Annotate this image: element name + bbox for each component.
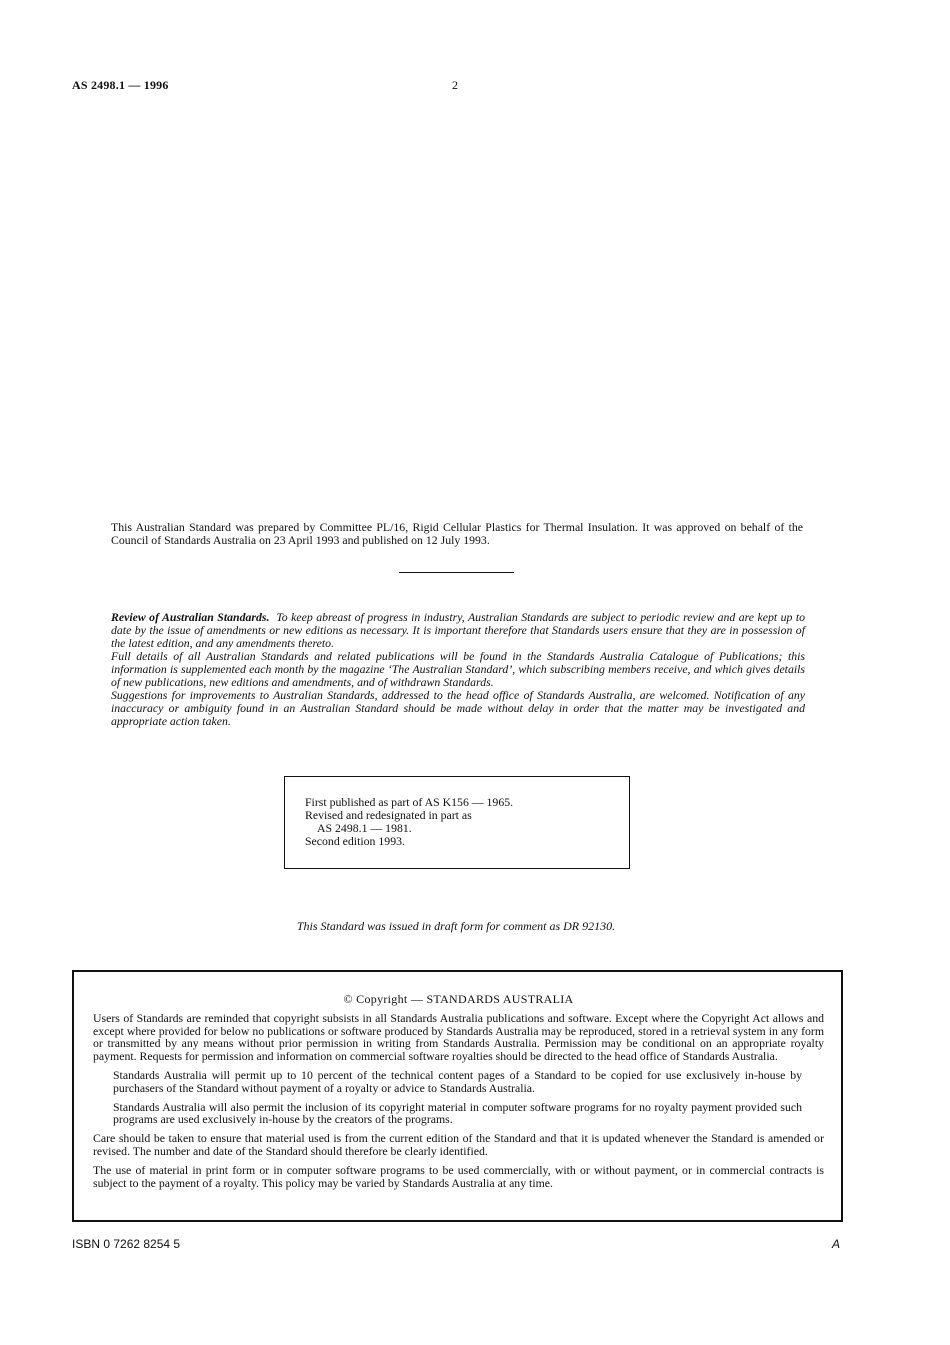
copyright-paragraph: Standards Australia will permit up to 10 percent of the technical content pages of a Standard to be copied for use exclusively in-house by purchasers of the Standard without payment of a royalty or advice to Standards Australia. [113, 1067, 802, 1095]
copyright-paragraph: Care should be taken to ensure that material used is from the current edition of the Standard and that it is updated whenever the Standard is amended or revised. The number and date of the Standard should therefore be clearly identified. [93, 1131, 824, 1158]
publication-line: First published as part of AS K156 — 1965. [305, 795, 514, 809]
page-number: 2 [452, 78, 458, 92]
publication-line: Revised and redesignated in part as [305, 808, 472, 822]
copyright-title: © Copyright — STANDARDS AUSTRALIA [343, 992, 574, 1006]
copyright-paragraph: The use of material in print form or in computer software programs to be used commercially, with or without payment, or in commercial contracts is subject to the payment of a royalty. This policy may be varied by Standards Australia at any time. [93, 1162, 824, 1190]
isbn: ISBN 0 7262 8254 5 [72, 1237, 181, 1251]
review-paragraph-2: Full details of all Australian Standards and related publications will be found in the Standards Australia Catalogue of Publications; this information is supplemented each month by the magazine ‘The Australian Standard’, which subscribing members receive, and which gives details of new publications, new editions and amendments, and of withdrawn Standards. [111, 649, 805, 689]
copyright-box [72, 970, 843, 1222]
publication-line: AS 2498.1 — 1981. [317, 821, 412, 835]
edition-letter: A [832, 1237, 841, 1251]
section-divider [399, 572, 514, 573]
copyright-paragraph: Users of Standards are reminded that copyright subsists in all Standards Australia publications and software. Except where the Copyright Act allows and except where provided for below no publications or software produced by Standards Australia may be reproduced, stored in a retrieval system in any form or transmitted by any means without prior permission in writing from Standards Australia. Permission may be conditional on an appropriate royalty payment. Requests for permission and information on commercial software royalties should be directed to the head office of Standards Australia. [93, 1010, 824, 1064]
review-paragraph-3: Suggestions for improvements to Australian Standards, addressed to the head office of Standards Australia, are welcomed. Notification of any inaccuracy or ambiguity found in an Australian Standard should be made without delay in order that the matter may be investigated and appropriate action taken. [111, 688, 805, 728]
draft-note: This Standard was issued in draft form for comment as DR 92130. [296, 919, 616, 933]
standard-designation: AS 2498.1 — 1996 [72, 78, 169, 92]
preparation-statement: This Australian Standard was prepared by Committee PL/16, Rigid Cellular Plastics for Thermal Insulation. It was approved on behalf of the Council of Standards Australia on 23 April 1993 and published on 12 July 1993. [111, 520, 803, 547]
publication-history-box [284, 776, 630, 869]
copyright-paragraph: Standards Australia will also permit the inclusion of its copyright material in computer software programs for no royalty payment provided such programs are used exclusively in-house by the creators of the programs. [113, 1099, 802, 1127]
review-paragraph-1 [111, 611, 805, 650]
review-text-1: To keep abreast of progress in industry, Australian Standards are subject to periodic review and are kept up to date by the issue of amendments or new editions as necessary. It is important therefore that Standards users ensure that they are in possession of the latest edition, and any amendments thereto. [111, 610, 806, 650]
review-heading: Review of Australian Standards. [111, 610, 270, 624]
review-section [111, 611, 805, 728]
publication-line: Second edition 1993. [305, 834, 405, 848]
